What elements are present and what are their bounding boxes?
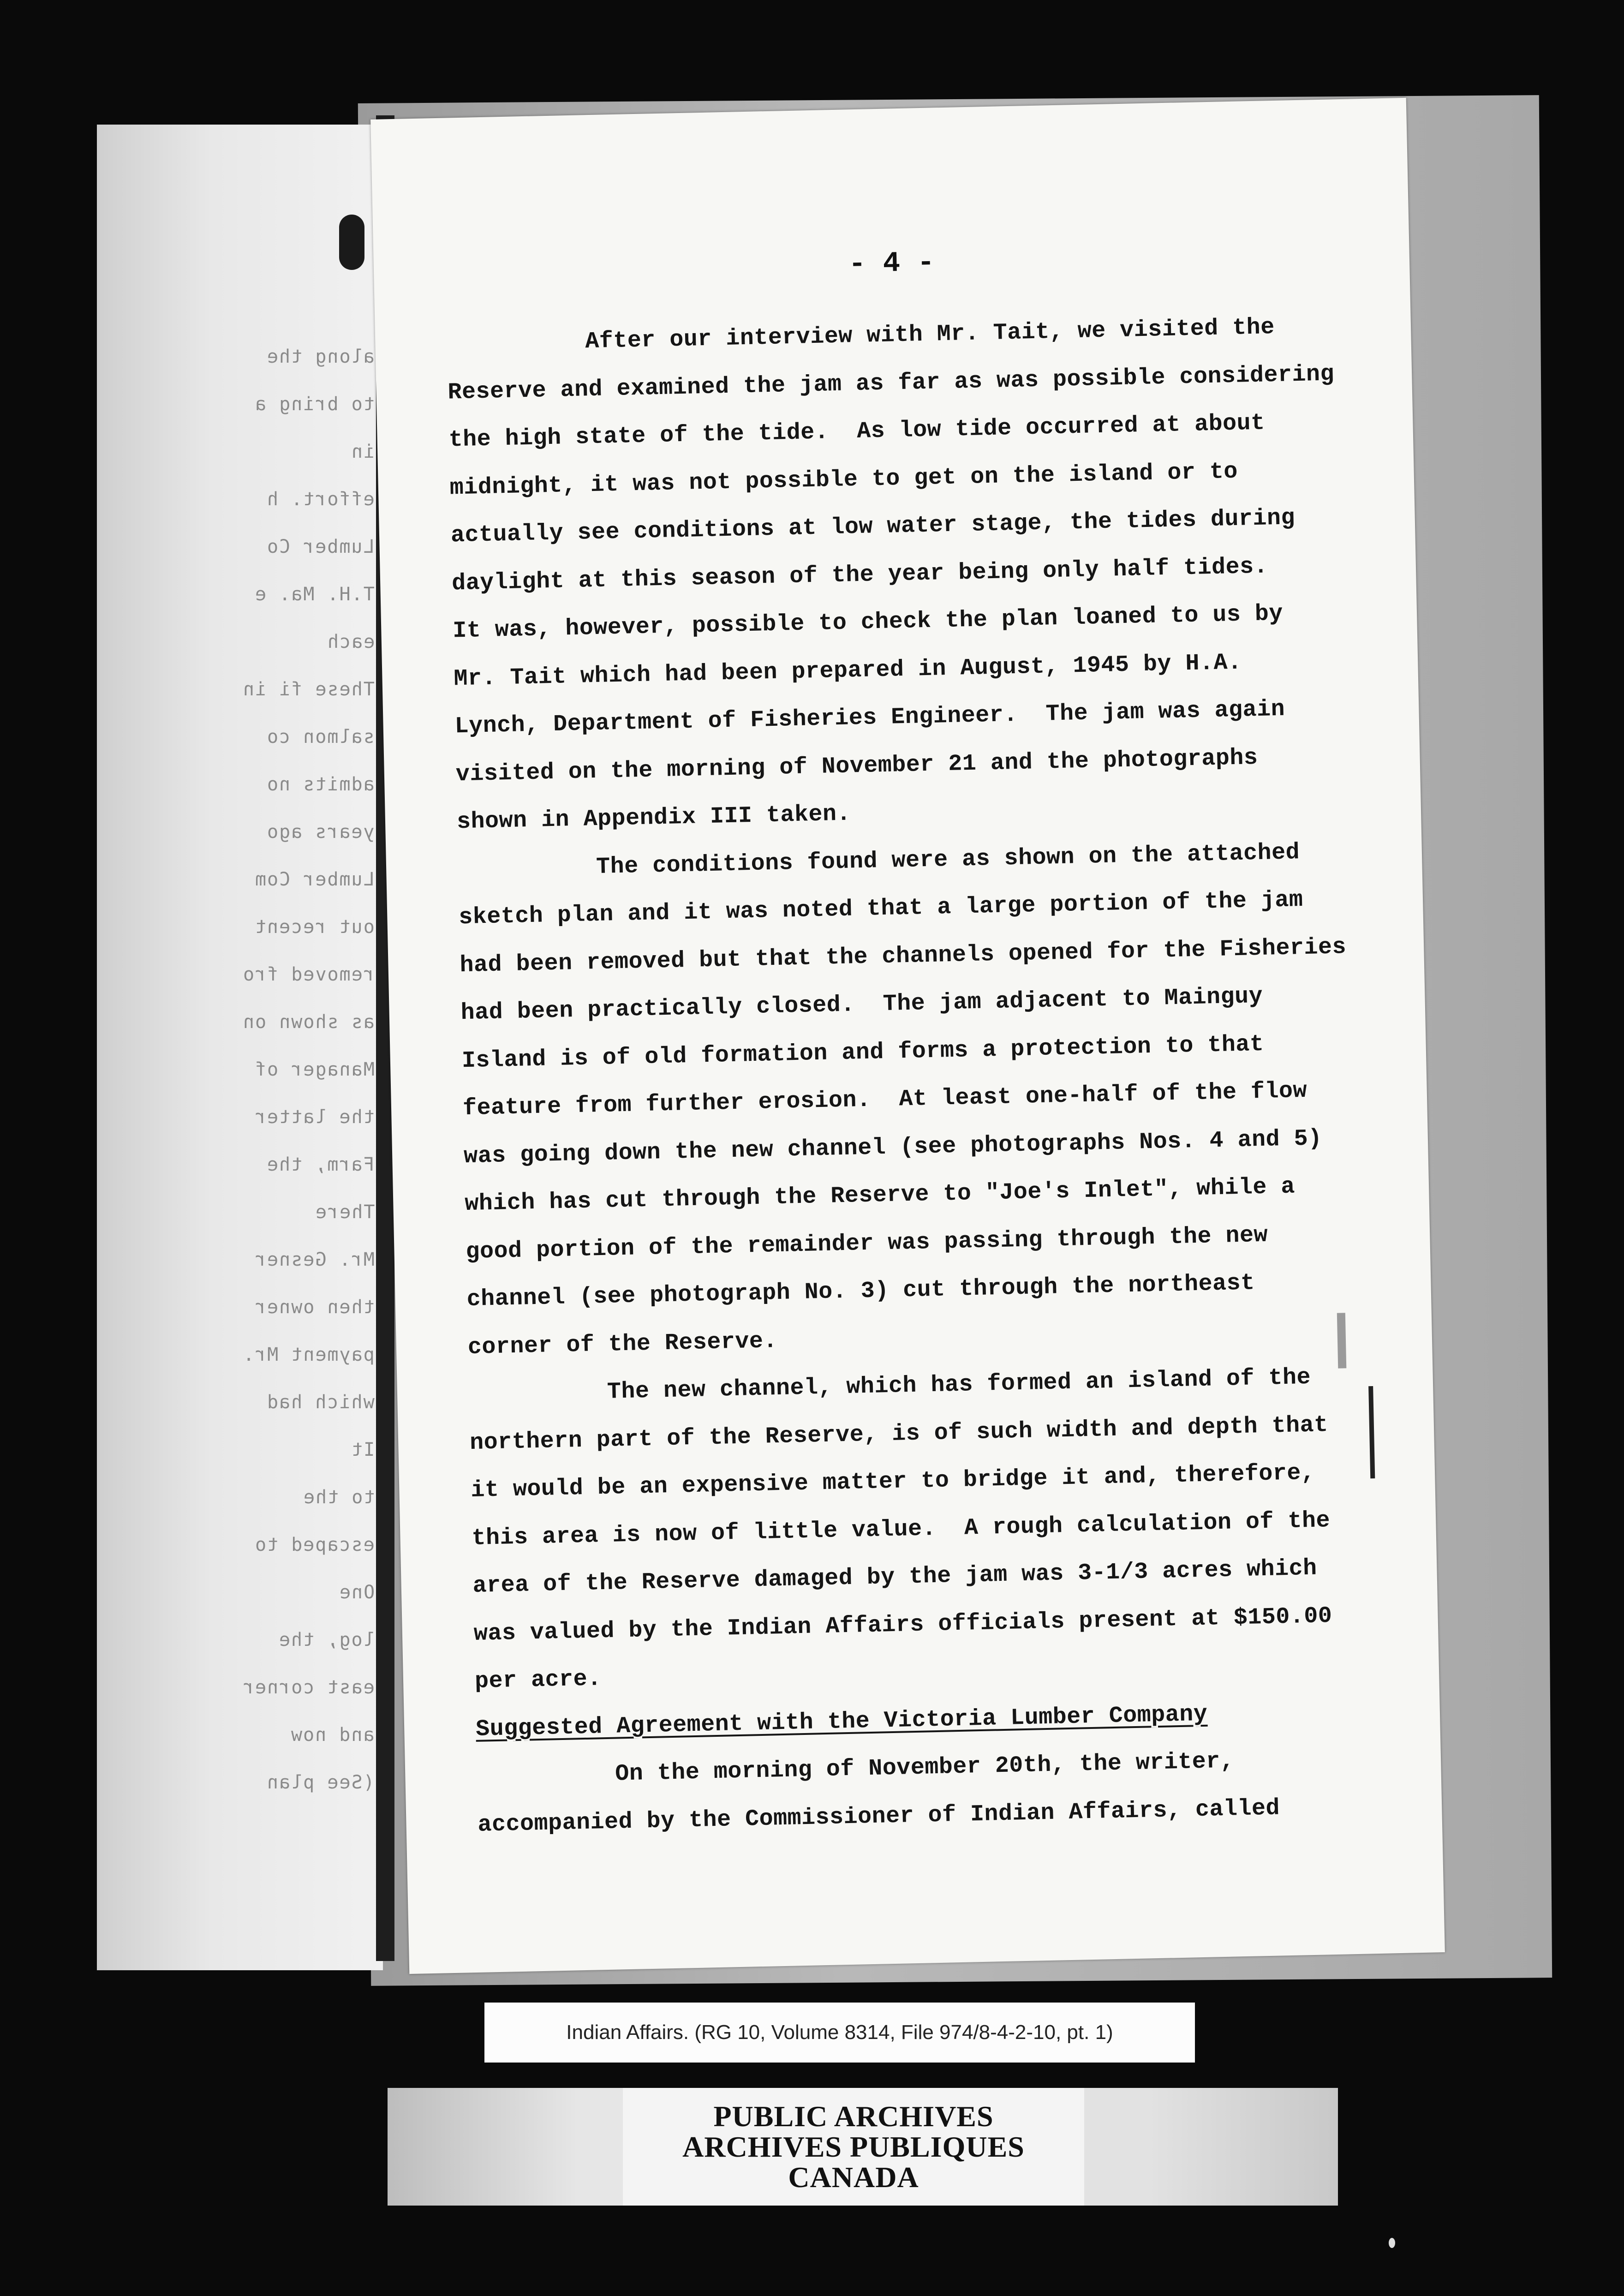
text-line: was going down the new channel (see photographs Nos. 4 and 5): [463, 1125, 1323, 1170]
bleed-through-text: Lumber Co: [266, 536, 375, 557]
text-line: sketch plan and it was noted that a large portion of the jam: [458, 886, 1303, 931]
bleed-through-text: effort. h: [266, 489, 375, 510]
bleed-through-text: then owner: [254, 1297, 375, 1318]
bleed-through-text: east corner: [242, 1677, 375, 1698]
paragraph: [457, 827, 1367, 1371]
bleed-through-text: which had: [266, 1392, 375, 1413]
text-line: feature from further erosion. At least one-half of the flow: [462, 1077, 1308, 1122]
text-line: area of the Reserve damaged by the jam was 3-1/3 acres which: [472, 1555, 1318, 1599]
bleed-through-text: removed fro: [242, 964, 375, 985]
bleed-through-text: It: [350, 1439, 375, 1460]
bleed-through-text: (See plan: [266, 1772, 375, 1793]
archive-caption: Indian Affairs. (RG 10, Volume 8314, File 974/8-4-2-10, pt. 1): [484, 2003, 1195, 2063]
text-line: The conditions found were as shown on the attached: [596, 839, 1300, 880]
text-line: It was, however, possible to check the plan loaned to us by: [452, 600, 1284, 645]
previous-page-edge: [97, 125, 383, 1970]
dust-speck: [1389, 2238, 1395, 2248]
text-line: per acre.: [474, 1666, 602, 1695]
stamp-line: CANADA: [788, 2160, 919, 2194]
archive-stamp: [623, 2088, 1084, 2206]
bleed-through-text: escaped to: [254, 1534, 375, 1555]
bleed-through-text: as shown on: [242, 1011, 375, 1033]
bleed-through-text: Mr. Gesner: [254, 1249, 375, 1270]
text-line: this area is now of little value. A rough calculation of the: [472, 1507, 1331, 1552]
bleed-through-text: log, the: [278, 1629, 375, 1650]
bleed-through-text: to bring a: [254, 394, 375, 415]
text-line: midnight, it was not possible to get on the island or to: [449, 458, 1238, 502]
text-line: On the morning of November 20th, the writer,: [615, 1748, 1235, 1788]
document-body: [446, 302, 1378, 1849]
text-line: good portion of the remainder was passing through the new: [465, 1222, 1268, 1265]
margin-mark: [1337, 1313, 1347, 1368]
text-line: actually see conditions at low water stage, the tides during: [450, 505, 1296, 549]
bleed-through-text: Manager of: [254, 1059, 375, 1080]
stamp-line: ARCHIVES PUBLIQUES: [682, 2130, 1025, 2163]
text-line: After our interview with Mr. Tait, we visited the: [585, 314, 1275, 355]
text-line: The new channel, which has formed an island of the: [607, 1364, 1311, 1405]
section-heading: Suggested Agreement with the Victoria Lumber Company: [475, 1701, 1208, 1743]
text-line: corner of the Reserve.: [467, 1327, 778, 1361]
bleed-through-text: admits no: [266, 774, 375, 795]
paragraph: [476, 1734, 1378, 1849]
paragraph: [446, 302, 1356, 846]
bleed-through-text: along the: [266, 346, 375, 367]
bleed-through-text: Lumber Com: [254, 869, 375, 890]
bleed-through-text: each: [326, 631, 375, 652]
bleed-through-text: and now: [290, 1724, 375, 1746]
bleed-through-text: These fi in: [242, 679, 375, 700]
text-line: it would be an expensive matter to bridge it and, therefore,: [470, 1459, 1315, 1504]
text-line: had been removed but that the channels opened for the Fisheries: [459, 933, 1347, 979]
text-line: Lynch, Department of Fisheries Engineer. The jam was again: [454, 696, 1285, 740]
bleed-through-text: salmon co: [266, 726, 375, 747]
text-line: which has cut through the Reserve to "Joe's Inlet", while a: [464, 1173, 1296, 1218]
bleed-through-text: There: [314, 1202, 375, 1223]
bleed-through-text: out recent: [254, 916, 375, 938]
text-line: northern part of the Reserve, is of such width and depth that: [469, 1411, 1329, 1456]
binding-hole: [339, 215, 364, 270]
bleed-through-text: One: [338, 1582, 375, 1603]
text-line: shown in Appendix III taken.: [456, 801, 851, 836]
text-line: daylight at this season of the year being only half tides.: [451, 553, 1268, 597]
bleed-through-text: Farm, the: [266, 1154, 375, 1175]
page-number: - 4 -: [848, 246, 935, 281]
bleed-through-text: to the: [302, 1487, 375, 1508]
text-line: Reserve and examined the jam as far as was possible considering: [447, 360, 1335, 406]
archive-stamp-strip: [388, 2088, 1338, 2206]
document-page: [370, 98, 1445, 1974]
text-line: Mr. Tait which had been prepared in August, 1945 by H.A.: [453, 649, 1242, 692]
text-line: visited on the morning of November 21 and the photographs: [455, 744, 1258, 788]
stamp-line: PUBLIC ARCHIVES: [713, 2099, 994, 2133]
text-line: accompanied by the Commissioner of Indian Affairs, called: [478, 1794, 1280, 1838]
bleed-through-text: years ago: [266, 821, 375, 843]
bleed-through-text: T.H. Ma. e: [254, 584, 375, 605]
paragraph: [468, 1352, 1375, 1705]
text-line: the high state of the tide. As low tide occurred at about: [448, 410, 1266, 454]
text-line: was valued by the Indian Affairs officials present at $150.00: [473, 1602, 1332, 1647]
bleed-through-text: the latter: [254, 1106, 375, 1128]
text-line: Island is of old formation and forms a protection to that: [461, 1031, 1264, 1074]
bleed-through-text: in: [350, 441, 375, 462]
bleed-through-text: payment Mr.: [242, 1344, 375, 1365]
text-line: had been practically closed. The jam adjacent to Mainguy: [460, 983, 1263, 1027]
text-line: channel (see photograph No. 3) cut through the northeast: [466, 1270, 1255, 1313]
